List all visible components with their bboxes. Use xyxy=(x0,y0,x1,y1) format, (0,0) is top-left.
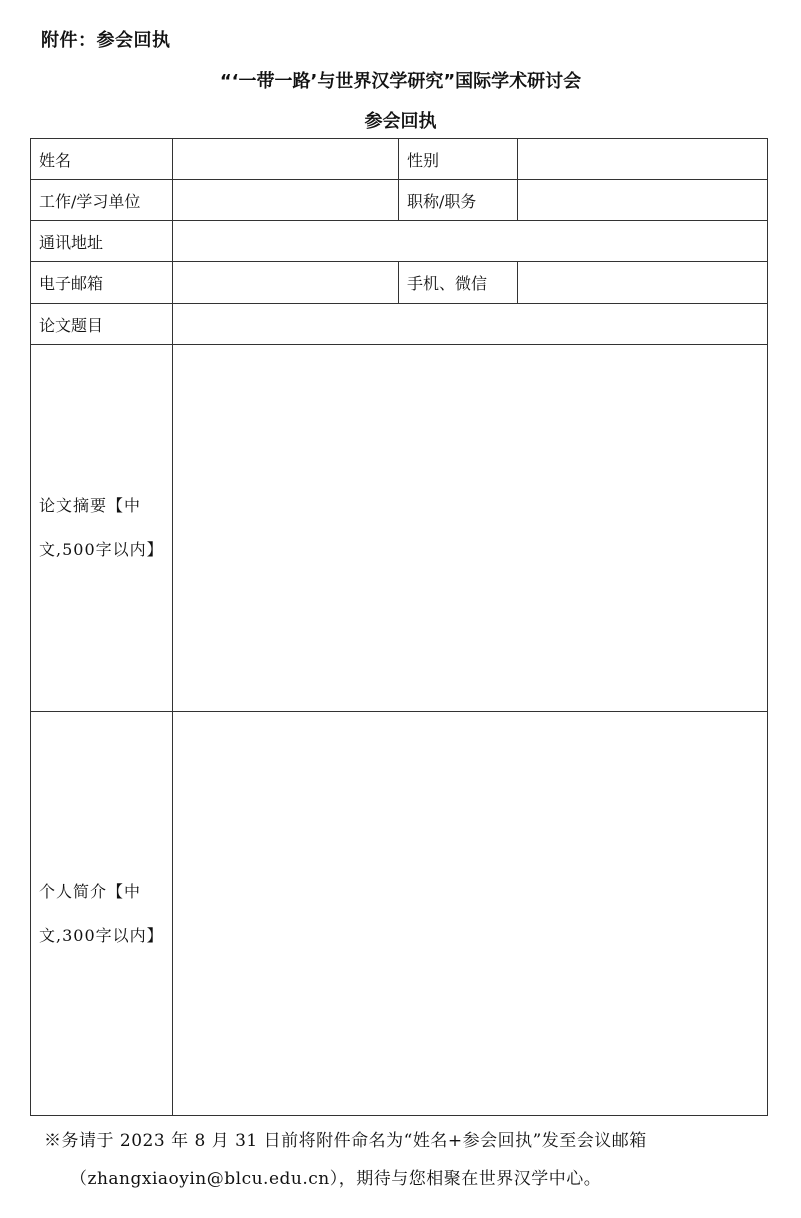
abstract-label-line2: 文,500字以内】 xyxy=(39,540,164,559)
abstract-field[interactable] xyxy=(173,345,768,712)
footer-note-line2: （zhangxiaoyin@blcu.edu.cn），期待与您相聚在世界汉学中心。 xyxy=(70,1169,602,1189)
organization-label: 工作/学习单位 xyxy=(31,180,173,221)
bio-field[interactable] xyxy=(173,712,768,1116)
form-row-address xyxy=(31,221,768,262)
footer-note-line1: ※务请于 2023 年 8 月 31 日前将附件命名为“姓名+参会回执”发至会议邮箱 xyxy=(44,1131,647,1151)
document-title: “‘一带一路’与世界汉学研究”国际学术研讨会 xyxy=(219,71,582,92)
registration-form-table xyxy=(30,138,768,1116)
bio-label-line2: 文,300字以内】 xyxy=(39,925,164,945)
bio-label-line1: 个人简介【中 xyxy=(39,881,142,901)
phone-field[interactable] xyxy=(518,262,768,304)
phone-label: 手机、微信 xyxy=(399,262,518,304)
address-field[interactable] xyxy=(173,221,768,262)
email-label: 电子邮箱 xyxy=(31,262,173,304)
form-row-paper-title xyxy=(31,304,768,345)
organization-field[interactable] xyxy=(173,180,399,221)
abstract-label xyxy=(31,345,173,712)
position-field[interactable] xyxy=(518,180,768,221)
abstract-label-line1: 论文摘要【中 xyxy=(39,496,142,515)
form-row-organization xyxy=(31,180,768,221)
name-label: 姓名 xyxy=(31,139,173,180)
paper-title-label: 论文题目 xyxy=(31,304,173,345)
email-field[interactable] xyxy=(173,262,399,304)
form-row-abstract xyxy=(31,345,768,712)
attachment-label: 附件：参会回执 xyxy=(41,30,171,51)
gender-field[interactable] xyxy=(518,139,768,180)
form-row-name xyxy=(31,139,768,180)
name-field[interactable] xyxy=(173,139,399,180)
address-label: 通讯地址 xyxy=(31,221,173,262)
document-subtitle: 参会回执 xyxy=(364,111,437,132)
bio-label xyxy=(31,712,173,1116)
paper-title-field[interactable] xyxy=(173,304,768,345)
form-row-bio xyxy=(31,712,768,1116)
form-row-email xyxy=(31,262,768,304)
position-label: 职称/职务 xyxy=(399,180,518,221)
gender-label: 性别 xyxy=(399,139,518,180)
